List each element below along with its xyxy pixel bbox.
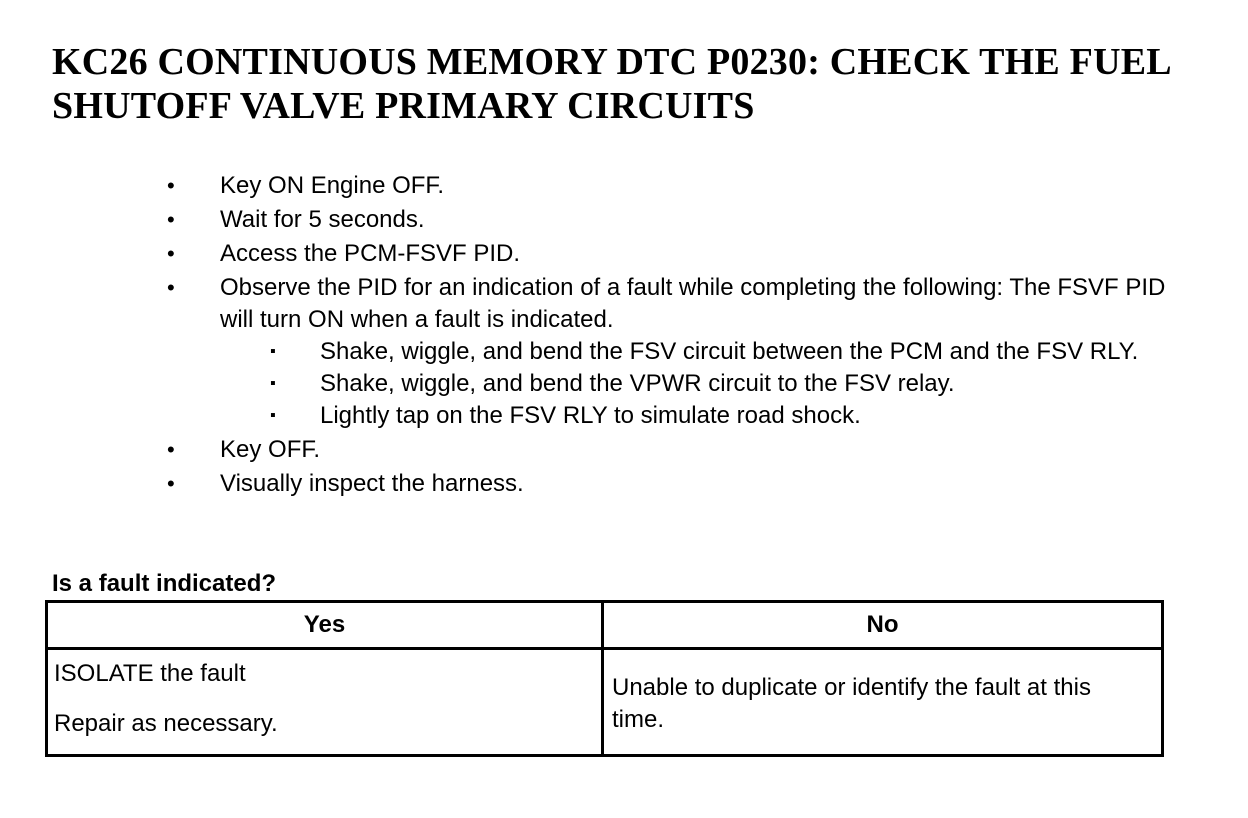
- step-text: Visually inspect the harness.: [220, 470, 524, 497]
- sub-step-item: [220, 400, 1210, 432]
- sub-step-text: Lightly tap on the FSV RLY to simulate road shock.: [320, 402, 861, 429]
- yes-action-isolate: ISOLATE the fault: [54, 660, 246, 687]
- step-item: [0, 238, 1200, 270]
- bullet-icon: •: [167, 275, 175, 300]
- step-text: Access the PCM-FSVF PID.: [220, 240, 521, 267]
- answer-table: [45, 600, 1164, 757]
- step-item: [0, 434, 1200, 466]
- sub-steps: [220, 336, 1200, 432]
- step-text: Key ON Engine OFF.: [220, 172, 445, 199]
- sub-step-item: [220, 368, 1210, 400]
- question-label: Is a fault indicated?: [52, 570, 277, 597]
- square-bullet-icon: ▪: [270, 343, 276, 360]
- step-text: Wait for 5 seconds.: [220, 206, 425, 233]
- bullet-icon: •: [167, 241, 175, 266]
- step-item: [0, 468, 1200, 500]
- no-action-text: Unable to duplicate or identify the fault at this time.: [612, 674, 1091, 733]
- page-title: KC26 CONTINUOUS MEMORY DTC P0230: CHECK THE FUEL SHUTOFF VALVE PRIMARY CIRCUITS: [52, 41, 1170, 127]
- step-item: [0, 170, 1200, 202]
- bullet-icon: •: [167, 173, 175, 198]
- step-text: Observe the PID for an indication of a fault while completing the following: The FSVF PID will turn ON when a fault is indicated.: [220, 274, 1166, 333]
- step-text: Key OFF.: [220, 436, 321, 463]
- bullet-icon: •: [167, 207, 175, 232]
- yes-header: Yes: [47, 602, 603, 649]
- step-item: [0, 272, 1200, 432]
- yes-action-repair: Repair as necessary.: [54, 710, 278, 737]
- no-cell: [603, 649, 1163, 756]
- square-bullet-icon: ▪: [270, 407, 276, 424]
- sub-step-item: [220, 336, 1210, 368]
- table-header-row: [47, 602, 1163, 649]
- yes-cell: [47, 649, 603, 756]
- step-item: [0, 204, 1200, 236]
- square-bullet-icon: ▪: [270, 375, 276, 392]
- no-header: No: [603, 602, 1163, 649]
- procedure-steps: [0, 170, 1248, 502]
- bullet-icon: •: [167, 471, 175, 496]
- table-row: [47, 649, 1163, 756]
- sub-step-text: Shake, wiggle, and bend the FSV circuit between the PCM and the FSV RLY.: [320, 338, 1139, 365]
- sub-step-text: Shake, wiggle, and bend the VPWR circuit to the FSV relay.: [320, 370, 955, 397]
- bullet-icon: •: [167, 437, 175, 462]
